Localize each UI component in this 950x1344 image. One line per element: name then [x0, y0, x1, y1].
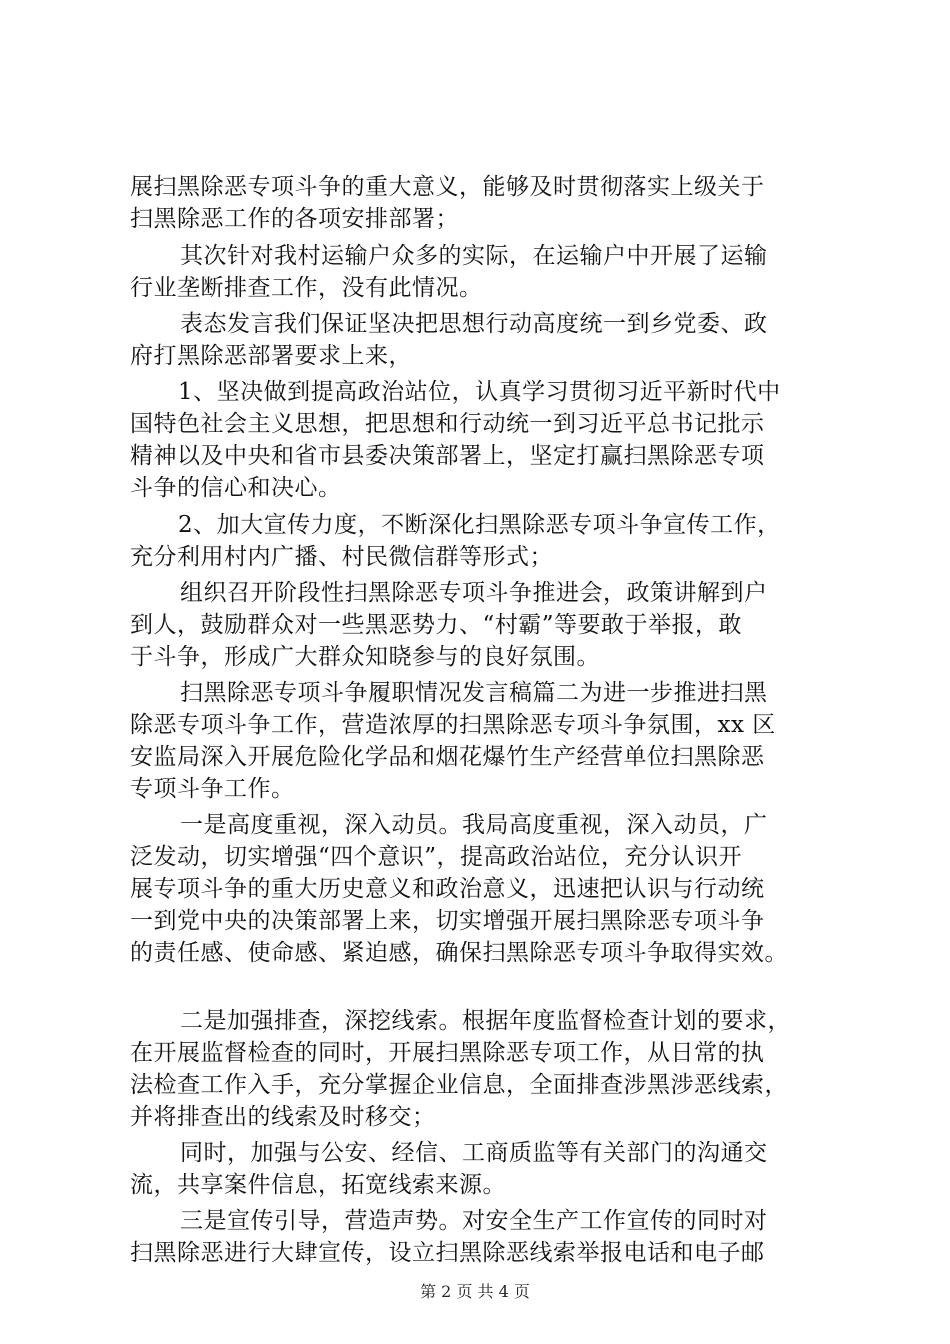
text-line: 一到党中央的决策部署上来，切实增强开展扫黑除恶专项斗争	[130, 908, 765, 934]
text-line: 扫黑除恶专项斗争履职情况发言稿篇二为进一步推进扫黑	[180, 680, 768, 706]
text-line: 行业垄断排查工作，没有此情况。	[130, 275, 483, 301]
text-line: 一是高度重视，深入动员。我局高度重视，深入动员，广	[180, 812, 768, 838]
text-line: 斗争的信心和决心。	[130, 475, 342, 501]
text-line: 专项斗争工作。	[130, 776, 295, 802]
text-line: 精神以及中央和省市县委决策部署上，坚定打赢扫黑除恶专项	[130, 443, 765, 469]
text-line: 展扫黑除恶专项斗争的重大意义，能够及时贯彻落实上级关于	[130, 174, 765, 200]
text-line: 除恶专项斗争工作，营造浓厚的扫黑除恶专项斗争氛围，xx 区	[130, 712, 776, 738]
text-line: 法检查工作入手，充分掌握企业信息，全面排查涉黑涉恶线索，	[130, 1072, 788, 1098]
text-line: 流，共享案件信息，拓宽线索来源。	[130, 1172, 506, 1198]
text-line: 展专项斗争的重大历史意义和政治意义，迅速把认识与行动统	[130, 876, 765, 902]
page-number-footer: 第 2 页 共 4 页	[420, 1282, 530, 1301]
text-line: 国特色社会主义思想，把思想和行动统一到习近平总书记批示	[130, 411, 765, 437]
text-line: 组织召开阶段性扫黑除恶专项斗争推进会，政策讲解到户	[180, 580, 768, 606]
text-line: 扫黑除恶进行大肆宣传，设立扫黑除恶线索举报电话和电子邮	[130, 1240, 765, 1266]
text-line: 二是加强排查，深挖线索。根据年度监督检查计划的要求，	[180, 1008, 791, 1034]
text-line: 1、坚决做到提高政治站位，认真学习贯彻习近平新时代中	[178, 379, 781, 405]
text-line: 其次针对我村运输户众多的实际，在运输户中开展了运输	[180, 243, 768, 269]
text-line: 扫黑除恶工作的各项安排部署；	[130, 206, 459, 232]
text-line: 并将排查出的线索及时移交；	[130, 1104, 436, 1130]
text-line: 的责任感、使命感、紧迫感，确保扫黑除恶专项斗争取得实效。	[130, 940, 788, 966]
text-line: 泛发动，切实增强“四个意识”，提高政治站位，充分认识开	[130, 844, 743, 870]
text-line: 在开展监督检查的同时，开展扫黑除恶专项工作，从日常的执	[130, 1040, 765, 1066]
text-line: 三是宣传引导，营造声势。对安全生产工作宣传的同时对	[180, 1208, 768, 1234]
text-line: 充分利用村内广播、村民微信群等形式；	[130, 544, 553, 570]
text-line: 安监局深入开展危险化学品和烟花爆竹生产经营单位扫黑除恶	[130, 744, 765, 770]
text-line: 到人，鼓励群众对一些黑恶势力、“村霸”等要敢于举报，敢	[130, 612, 743, 638]
text-line: 2、加大宣传力度，不断深化扫黑除恶专项斗争宣传工作，	[178, 512, 781, 538]
text-line: 表态发言我们保证坚决把思想行动高度统一到乡党委、政	[180, 311, 768, 337]
text-line: 同时，加强与公安、经信、工商质监等有关部门的沟通交	[180, 1140, 768, 1166]
text-line: 府打黑除恶部署要求上来，	[130, 343, 412, 369]
text-line: 于斗争，形成广大群众知晓参与的良好氛围。	[130, 644, 600, 670]
